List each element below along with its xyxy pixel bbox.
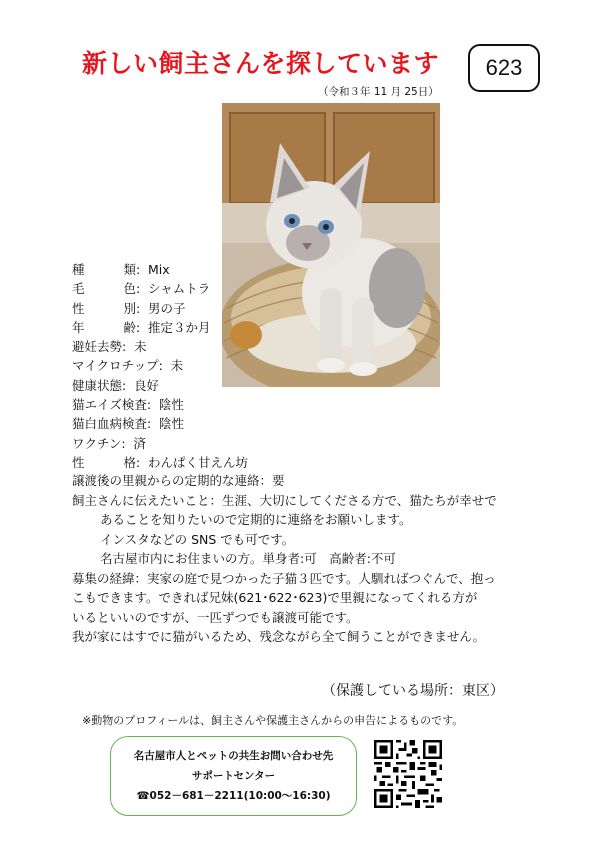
profile-label: ワクチン	[72, 435, 122, 451]
profile-value: Mix	[148, 262, 170, 277]
shelter-location: （保護している場所：東区）	[322, 683, 504, 699]
profile-label: 種 類	[72, 262, 136, 277]
profile-value: 陰性	[159, 416, 185, 432]
profile-value: わんぱく甘えん坊	[148, 454, 249, 470]
profile-value: シャムトラ	[148, 281, 211, 297]
animal-id-badge: 623	[468, 44, 540, 92]
contact-requirement: 譲渡後の里親からの定期的な連絡：要	[72, 473, 285, 488]
profile-value: 良好	[134, 377, 160, 393]
kitten-photo	[222, 103, 440, 387]
background-line: いるといいのですが、一匹ずつでも譲渡可能です。	[72, 609, 359, 625]
profile-value: 済	[133, 435, 146, 451]
page-title: 新しい飼主さんを探しています	[82, 49, 440, 78]
details-section	[72, 471, 542, 647]
profile-value: 未	[170, 358, 184, 374]
profile-row-age: 年 齢 : 推定３か月	[72, 318, 248, 337]
message-line: インスタなどの SNS でも可です。	[100, 531, 295, 547]
profile-label: 性 別	[72, 300, 136, 316]
profile-label: 性 格	[72, 454, 136, 470]
disclaimer-note: ※動物のプロフィールは、飼主さんや保護主さんからの申告によるものです。	[82, 714, 464, 727]
profile-value: 推定３か月	[148, 319, 211, 335]
background-line: こもできます。できれば兄妹(621･622･623)で里親になってくれる方が	[72, 590, 478, 605]
message-line: 名古屋市内にお住まいの方。単身者:可 高齢者:不可	[100, 551, 396, 566]
contact-center-name: サポートセンター	[191, 770, 276, 782]
profile-row-fiv: 猫エイズ検査 : 陰性	[72, 395, 248, 414]
contact-phone: ☎052－681－2211(10:00～16:30)	[136, 790, 331, 802]
profile-row-microchip: マイクロチップ : 未	[72, 356, 248, 375]
profile-row-felv: 猫白血病検査 : 陰性	[72, 414, 248, 433]
background-line: 我が家にはすでに猫がいるため、残念ながら全て飼うことができません。	[72, 629, 486, 644]
profile-row-health: 健康状態 : 良好	[72, 376, 248, 395]
profile-label: 猫エイズ検査	[72, 397, 147, 413]
profile-label: 猫白血病検査	[72, 416, 148, 432]
qr-code[interactable]	[374, 740, 442, 808]
profile-row-personality: 性 格 : わんぱく甘えん坊	[72, 453, 248, 472]
profile-value: 男の子	[148, 300, 186, 316]
profile-list	[72, 260, 248, 472]
message-first-line: 飼主さんに伝えたいこと：生涯、大切にしてくださる方で、猫たちが幸せで	[72, 492, 497, 508]
contact-title: 名古屋市人とペットの共生お問い合わせ先	[133, 750, 334, 762]
message-label: 飼主さんに伝えたいこと：	[72, 492, 223, 508]
profile-label: 毛 色	[72, 281, 136, 297]
profile-label: 健康状態	[72, 377, 123, 393]
profile-row-coat: 毛 色 : シャムトラ	[72, 279, 248, 298]
profile-label: マイクロチップ	[72, 358, 159, 374]
profile-label: 避妊去勢	[72, 339, 123, 355]
background-first-line: 募集の経緯：実家の庭で見つかった子猫３匹です。人馴ればつぐんで、抱っ	[72, 570, 496, 586]
contact-box	[110, 736, 357, 816]
posting-date: （令和３年 11 月 25日）	[318, 86, 439, 98]
message-line: あることを知りたいので定期的に連絡をお願いします。	[100, 512, 412, 527]
profile-value: 未	[134, 339, 147, 355]
profile-label: 年 齢	[72, 319, 136, 335]
profile-row-neuter: 避妊去勢 : 未	[72, 337, 248, 356]
profile-row-sex: 性 別 : 男の子	[72, 299, 248, 318]
background-label: 募集の経緯：	[72, 570, 148, 586]
profile-value: 陰性	[158, 397, 184, 413]
profile-row-vaccine: ワクチン : 済	[72, 434, 248, 453]
profile-row-type: 種 類 : Mix	[72, 260, 248, 279]
